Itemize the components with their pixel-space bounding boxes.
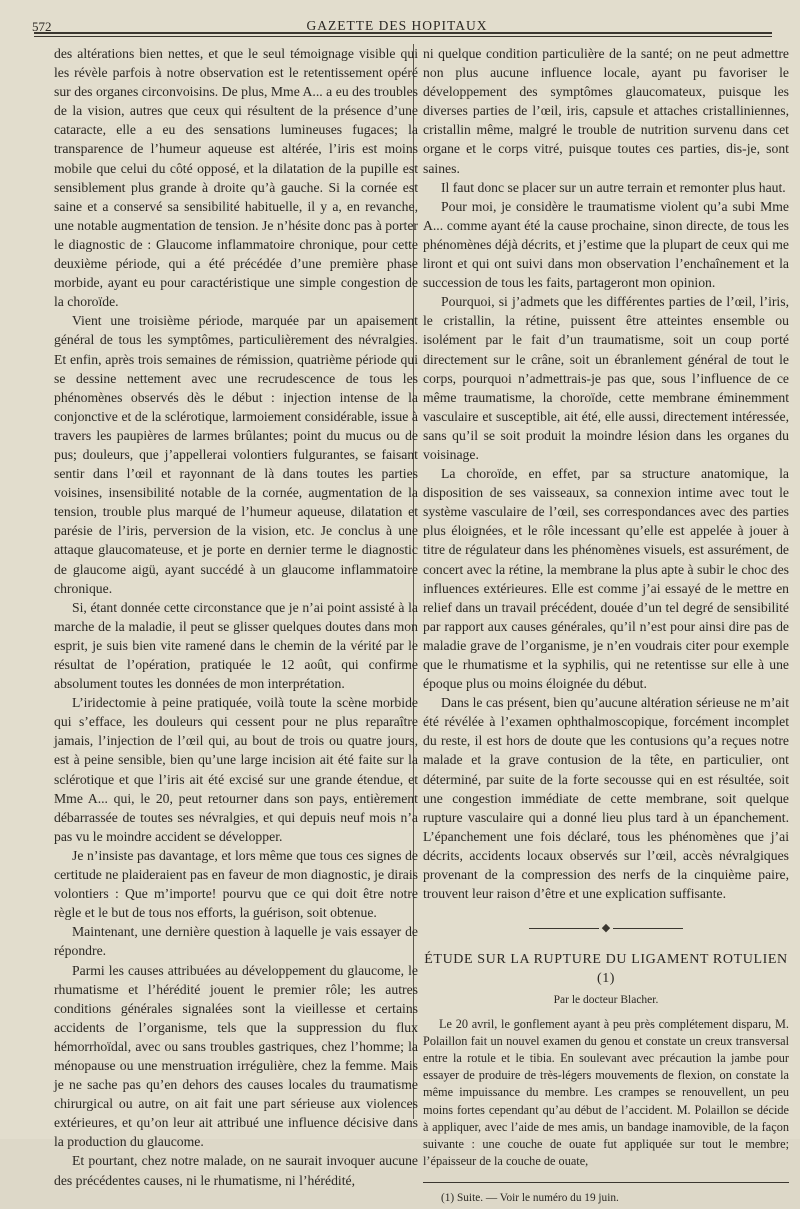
- paragraph: Pour moi, je considère le traumatisme violent qu’a subi Mme A... comme ayant été la cause prochaine, sinon directe, de tous les phénomènes déjà décrits, et j’estime que la plupart de ceux qui me liront et qui ont suivi dans mon observation l’enchaînement et la succession de tous les faits, partageront mon opinion.: [423, 198, 789, 291]
- paragraph: Et pourtant, chez notre malade, on ne saurait invoquer aucune des précédentes causes, ni le rhumatisme, ni l’hérédité,: [54, 1153, 418, 1188]
- paragraph: Dans le cas présent, bien qu’aucune altération sérieuse ne m’ait été révélée à l’examen ophthalmoscopique, forcément incomplet du reste, il est hors de doute que les contusions qu’a reçues notre malade et la grave contusion de la tête, en particulier, ont déterminé, par suite de la forte secousse qui en est résultée, soit une congestion immédiate de cette membrane, soit quelque rupture vasculaire qui a donné lieu plus tard à un épanchement. L’épanchement une fois déclaré, tous les phénomènes que j’ai décrits, accidents locaux observés sur l’œil, accès névralgiques provenant de la compression des nerfs de la cinquième paire, trouvent leur raison d’être et une explication suffisante.: [423, 695, 789, 902]
- article-author: Par le docteur Blacher.: [553, 993, 659, 1006]
- article-body: [423, 1016, 789, 1171]
- paragraph: L’iridectomie à peine pratiquée, voilà toute la scène morbide qui s’efface, les douleurs qui cessent pour ne plus reparaître jamais, l’injection de l’œil qui, au bout de trois ou quatre jours, est à peine sensible, bien qu’une large incision ait été faite sur la sclérotique et que l’iris ait été excisé sur une grande étendue, et Mme A... qui, le 20, peut retourner dans son pays, entièrement débarrassée de toutes ses névralgies, et qui depuis neuf mois n’a pas vu le moindre accident se développer.: [54, 695, 418, 844]
- section-separator: ◆: [423, 919, 789, 938]
- paragraph: Parmi les causes attribuées au développement du glaucome, le rhumatisme et l’hérédité jouent le premier rôle; les autres conditions générales signalées sont la vieillesse et certains accidents de l’organisme, tels que la suppression du flux hémorrhoïdal, avec ou sans troubles gastriques, chez l’homme; la ménopause ou une menstruation irrégulière, chez la femme. Mais je ne sache pas qu’en dehors des causes locales du traumatisme chirurgical ou autre, on ait fait une part sérieuse aux violences extérieures, et qu’on leur ait attribué une influence décisive dans la production du glaucome.: [54, 962, 418, 1150]
- paragraph: Si, étant donnée cette circonstance que je n’ai point assisté à la marche de la maladie, il peut se glisser quelques doutes dans mon esprit, je suis bien vite ramené dans le chemin de la vérité par le résultat de l’opération, pratiquée le 12 août, qui confirme absolument toutes les données de mon interprétation.: [54, 599, 418, 692]
- header-rule: [34, 32, 772, 34]
- paragraph: Maintenant, une dernière question à laquelle je vais essayer de répondre.: [54, 924, 418, 959]
- right-column: [423, 44, 789, 1209]
- article-title: ÉTUDE SUR LA RUPTURE DU LIGAMENT ROTULIEN (1): [424, 952, 788, 987]
- paragraph: La choroïde, en effet, par sa structure anatomique, la disposition de ses vaisseaux, sa connexion intime avec tout le système vasculaire de l’œil, ses correspondances avec des parties plus éloignées, et le rôle incessant qu’elle est appelée à jouer à titre de régulateur dans les phénomènes visuels, est assurément, de concert avec la rétine, la membrane la plus apte à subir le choc des influences extérieures. Elle est comme j’ai essayé de le mettre en relief dans un travail précédent, douée d’un tel degré de sensibilité par rapport aux causes générales, qu’il n’est pour ainsi dire pas de maladie grave de l’organisme, je n’en voudrais citer pour exemple que le rhumatisme et la syphilis, qui ne retentisse sur elle à une époque plus ou moins éloignée du début.: [423, 466, 789, 692]
- paragraph: ni quelque condition particulière de la santé; on ne peut admettre non plus aucune influence locale, ayant pu favoriser le développement des symptômes glaucomateux, puisque les diverses parties de l’œil, iris, capsule et attaches cristalliniennes, cristallin même, malgré le trouble de nutrition survenu dans cet organe et le corps vitré, puisque toutes ces parties, dis-je, sont saines.: [423, 46, 789, 176]
- paragraph: des altérations bien nettes, et que le seul témoignage visible qui les révèle parfois à notre observation est le retentissement opéré sur des organes circonvoisins. De plus, Mme A... a eu des troubles de la vision, autres que ceux qui résultent de la présence d’une cataracte, elle a eu des sensations lumineuses fugaces; la transparence de l’humeur aqueuse est altérée, l’iris est moins mobile que celui du côté opposé, et la dilatation de la pupille est sensiblement plus grande à droite qu’à gauche. Si la cornée est saine et a conservé sa sensibilité habituelle, il y a, en revanche, une notable augmentation de tension. Je n’hésite donc pas à porter le diagnostic de : Glaucome inflammatoire chronique, pour cette deuxième période, qui a été précédée d’une première phase morbide, ayant eu pour caractéristique une simple congestion de la choroïde.: [54, 46, 418, 310]
- paragraph: Vient une troisième période, marquée par un apaisement général de tous les symptômes, particulièrement des névralgies. Et enfin, après trois semaines de rémission, quatrième période qui se dessine nettement avec une recrudescence de tous les phénomènes observés dès le début : injection intense de la conjonctive et de la sclérotique, larmoiement considérable, issue à travers les paupières de larmes brûlantes; point du mucus ou de pus; douleurs, que j’appellerai volontiers fulgurantes, se faisant sentir dans l’œil et rayonnant de là dans toutes les parties voisines, insensibilité notable de la cornée, augmentation de la tension, trouble plus marqué de l’humeur aqueuse, dilatation et parésie de l’iris, perversion de la vision, etc. Je conclus à une attaque glaucomateuse, et je porte en dernier terme le diagnostic de glaucome aigü, ayant succédé à un glaucome inflammatoire chronique.: [54, 313, 418, 596]
- journal-title: GAZETTE DES HOPITAUX: [306, 18, 488, 33]
- paragraph: Il faut donc se placer sur un autre terrain et remonter plus haut.: [441, 179, 786, 195]
- paragraph: Je n’insiste pas davantage, et lors même que tous ces signes de certitude ne plaideraient pas en faveur de mon diagnostic, je dirais volontiers : Que m’importe! pourvu que ce qui doit être notre règle et le but de tous nos efforts, la guérison, soit obtenue.: [54, 847, 418, 921]
- page-number: 572: [32, 19, 52, 34]
- header-rule-thin: [34, 36, 772, 37]
- left-column: [54, 44, 418, 1190]
- footnote-rule: [423, 1182, 789, 1183]
- footnote: (1) Suite. — Voir le numéro du 19 juin.: [441, 1192, 619, 1205]
- paragraph: Le 20 avril, le gonflement ayant à peu près complétement disparu, M. Polaillon fait un nouvel examen du genou et constate un creux transversal entre la rotule et le tibia. En soulevant avec précaution la jambe pour essayer de produire de très-légers mouvements de flexion, on constate la même impuissance du membre. Les crampes se renouvellent, un peu moins fortes cependant qu’au début de l’accident. M. Polaillon se décide à appliquer, avec l’aide de mes amis, un bandage inamovible, de la façon suivante : une couche de ouate fut appliquée sur tout le membre; l’épaisseur de la couche de ouate,: [423, 1016, 789, 1169]
- paragraph: Pourquoi, si j’admets que les différentes parties de l’œil, l’iris, le cristallin, la rétine, puissent être atteintes ensemble ou isolément par le fait d’un traumatisme, soit un coup porté directement sur le crâne, soit un ébranlement général de tout le corps, pourquoi n’admettrais-je pas que, sous l’influence de ce même traumatisme, la choroïde, cette membrane éminemment vasculaire et susceptible, ait été, elle aussi, directement intéressée, sans qu’il se soit produit la moindre lésion dans les organes du voisinage.: [423, 294, 789, 462]
